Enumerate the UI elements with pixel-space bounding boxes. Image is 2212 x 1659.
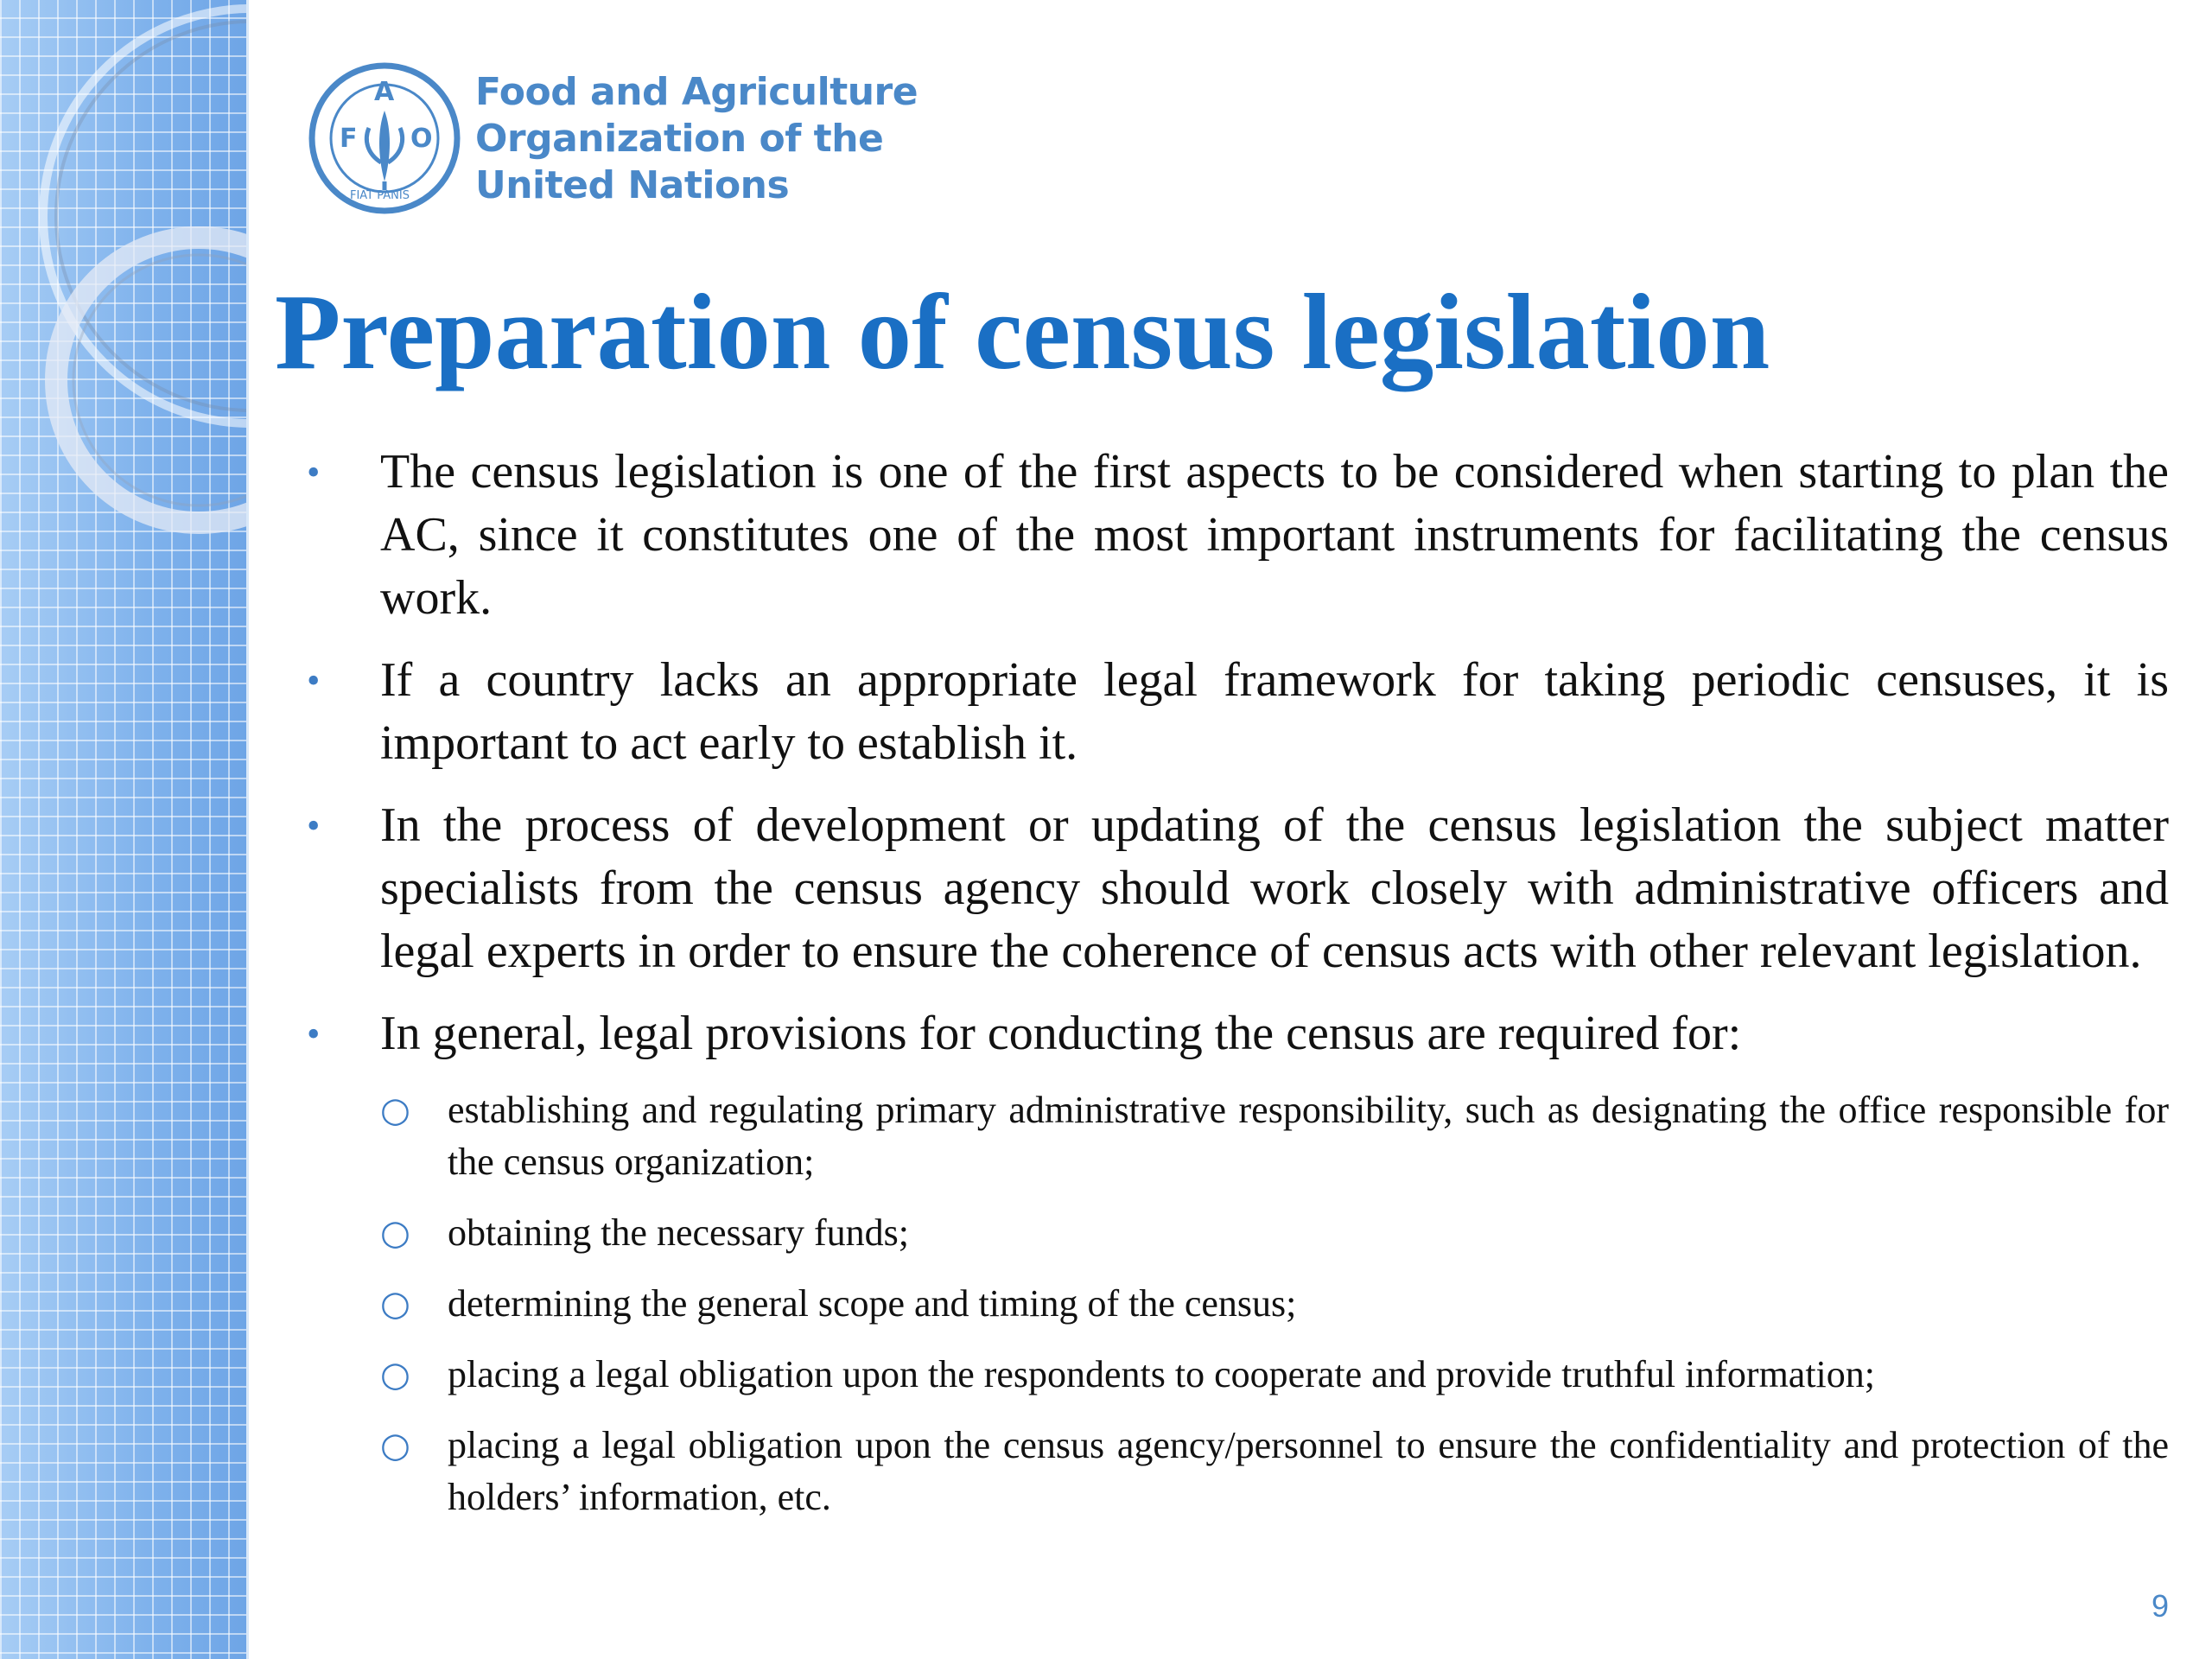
sub-bullet-item: [380, 1278, 2169, 1330]
sub-bullet-item: [380, 1420, 2169, 1523]
slide-content: [307, 441, 2169, 1542]
sub-bullet-item: [380, 1207, 2169, 1259]
bullet-dot-icon: •: [307, 1013, 321, 1055]
fao-logo-icon: [307, 60, 462, 216]
bullet-text: In the process of development or updating of the census legislation the subject matter specialists from the census agency should work closely with administrative officers and legal experts in order to ensure the coherence of census acts with other relevant legislation.: [380, 798, 2169, 978]
sub-bullet-text: placing a legal obligation upon the respondents to cooperate and provide truthful information;: [448, 1353, 1875, 1395]
organization-name-line-3: United Nations: [475, 163, 790, 207]
organization-name-line-2: Organization of the: [475, 117, 884, 161]
bullet-dot-icon: •: [307, 451, 321, 493]
circle-bullet-icon: ○: [380, 1284, 410, 1324]
decorative-rings-icon: [0, 0, 246, 1659]
bullet-text: The census legislation is one of the first aspects to be considered when starting to plan the AC, since it constitutes one of the most important instruments for facilitating the census work.: [380, 445, 2169, 625]
sub-bullet-text: obtaining the necessary funds;: [448, 1211, 909, 1254]
page-number: 9: [2151, 1588, 2169, 1624]
logo-letter-f: F: [340, 124, 358, 154]
bullet-item: [307, 649, 2169, 775]
sub-bullet-item: [380, 1084, 2169, 1188]
bullet-item: [307, 441, 2169, 630]
circle-bullet-icon: ○: [380, 1426, 410, 1465]
sub-bullet-text: placing a legal obligation upon the census agency/personnel to ensure the confidentiality and protection of the holders’ information, etc.: [448, 1424, 2169, 1518]
bullet-text: If a country lacks an appropriate legal framework for taking periodic censuses, it is important to act early to establish it.: [380, 653, 2169, 770]
decorative-side-strip: [0, 0, 249, 1659]
circle-bullet-icon: ○: [380, 1355, 410, 1395]
logo-letter-o: O: [410, 124, 433, 154]
sub-bullet-text: establishing and regulating primary administrative responsibility, such as designating the office responsible for the census organization;: [448, 1089, 2169, 1183]
bullet-text: In general, legal provisions for conducting the census are required for:: [380, 1007, 1742, 1060]
logo-motto: FIAT PANIS: [350, 189, 410, 202]
bullet-dot-icon: •: [307, 804, 321, 847]
organization-name-line-1: Food and Agriculture: [475, 70, 918, 114]
circle-bullet-icon: ○: [380, 1090, 410, 1130]
circle-bullet-icon: ○: [380, 1213, 410, 1253]
sub-bullet-item: [380, 1349, 2169, 1401]
logo-letter-a: A: [374, 77, 395, 107]
bullet-dot-icon: •: [307, 659, 321, 702]
bullet-item: [307, 794, 2169, 983]
organization-name: [475, 69, 918, 209]
slide-title: Preparation of census legislation: [275, 273, 1770, 392]
sub-bullet-text: determining the general scope and timing of the census;: [448, 1282, 1297, 1325]
bullet-item: [307, 1002, 2169, 1065]
